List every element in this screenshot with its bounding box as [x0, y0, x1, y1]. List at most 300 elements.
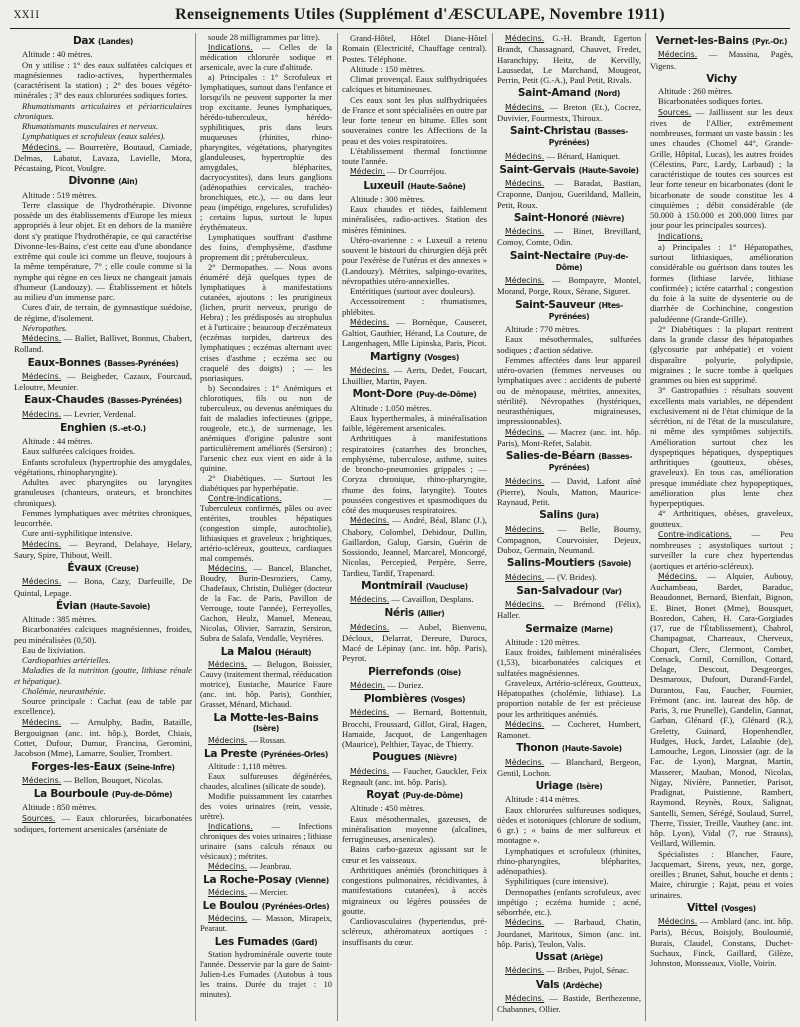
resort-region: (S.-et-O.) [109, 423, 146, 433]
entry-text: — Breton (Et.), Cocrez, Duvivier, Fourmestx, Thiroux. [497, 101, 641, 123]
entry-paragraph [497, 275, 641, 297]
entry-label: Médecins. [505, 600, 545, 609]
resort-heading [497, 251, 641, 274]
entry-paragraph [14, 409, 192, 420]
resort-name: Divonne [68, 175, 115, 188]
resort-region: (Htes-Pyrénées) [548, 300, 623, 321]
resort-name: Vernet-les-Bains [655, 35, 749, 47]
resort-heading [14, 563, 192, 574]
resort-name: Salins-Moutiers [506, 557, 595, 570]
resort-region: (Vienne) [294, 876, 329, 886]
resort-name: Néris [384, 607, 414, 620]
entry-text: — Levrier, Verdenal. [61, 408, 136, 419]
entry-paragraph [200, 494, 332, 564]
entry-text: — Jeanbrau. [247, 862, 292, 872]
text-paragraph: Altitude : 385 mètres. [22, 614, 97, 624]
entry-label: Médecins. [505, 524, 545, 534]
resort-region: (Nièvre) [591, 213, 625, 223]
entry-text: — Bastide, Berthezenne, Chabannes, Ollier. [497, 992, 641, 1014]
entry-paragraph [497, 226, 641, 248]
resort-region: (Haute-Savoie) [561, 744, 622, 754]
text-paragraph: Eaux froides, faiblement minéralisées (1,53), bicarbonatées calciques et sulfatées magnésiennes. [497, 647, 641, 678]
column-divider [645, 33, 646, 1021]
entry-paragraph [497, 572, 641, 583]
entry-paragraph [342, 594, 487, 605]
entry-text: — Tuberculeux confirmés, pâles ou avec entérites, troubles hépatiques (congestion simple, autochtolie), lithiasiques et graveleux ; brightiques, artério-scléreux, goutteux, cardiaques mal compensés. [200, 493, 332, 563]
text-paragraph: Altitude : 40 mètres. [22, 49, 93, 60]
text-paragraph: Eau de lixiviation. [22, 644, 86, 655]
entry-text: — Bona, Cazy, Darfeuille, De Quintal, Lepage. [14, 576, 192, 598]
resort-name: La Preste [203, 748, 258, 761]
resort-region: (Vaucluse) [425, 581, 468, 591]
text-paragraph: Arthritiques anémiés (bronchitiques à congestions pulmonaires, récidivantes, à manifestations cutanées), à accès migraineux ou légères poussées de goutte. [342, 864, 487, 916]
entry-label: Médecins. [505, 719, 545, 729]
text-paragraph: 4° Arthritiques, obèses, graveleux, goutteux. [650, 508, 793, 529]
resort-region: (Isère) [252, 724, 280, 734]
resort-region: (Puy-de-Dôme) [111, 790, 173, 799]
entry-text: — Bancel, Blanchet, Boudry, Burin-Desroziers, Camy, Chadefaux, Christin, Dulièger (docteur de la Fac. de Paris, Pavillon de Verrouge, toute l'année), Ferreyolles, Gachon, Heulz, Manuel, Meneau, Nicolas, Olivier, Sarrazin, Sersiron, Subra de Salafa, Vendalle, Veyrières. [200, 563, 332, 643]
resort-heading [342, 352, 487, 363]
resort-region: (Hérault) [274, 647, 312, 657]
column-4 [497, 33, 641, 1021]
resort-heading [650, 903, 793, 914]
entry-text: — Bompayre, Montel, Morand, Porge, Roux, Sérane, Siguret. [497, 275, 641, 297]
text-paragraph: Altitude : 450 mètres. [350, 803, 425, 814]
text-paragraph: Arthritiques à manifestations respiratoires (catarrhes des bronches, emphysème, tuberculose, asthme, suites de broncho-pneumonies grippales ; — Coryza chronique, rhino-pharyngite, rhume des foins, laryngite). Toutes poussées congestives et spasmodiques du côté des muqueuses respiratoires. [342, 433, 487, 515]
resort-name: Forges-les-Eaux [31, 760, 121, 773]
text-paragraph: soude 28 milligrammes par litre). [208, 33, 320, 42]
resort-heading [497, 586, 641, 597]
entry-label: Sources. [658, 107, 692, 117]
entry-label: Médecins. [22, 142, 62, 152]
resort-heading [342, 181, 487, 192]
column-divider [195, 33, 196, 1021]
text-paragraph: Lymphatiques souffrant d'asthme des foins, d'emphysème, d'asthme proprement dit ; prétuberculeux. [200, 233, 332, 263]
resort-region: (Gard) [291, 938, 318, 948]
entry-label: Médecins. [505, 993, 545, 1003]
resort-heading [342, 694, 487, 705]
resort-region: (Puy-de-Dôme) [402, 791, 463, 800]
resort-heading [14, 601, 192, 612]
resort-name: Eaux-Chaudes [24, 394, 105, 407]
text-paragraph: Eaux sulfureuses dégénérées, chaudes, alcalines (silicate de soude). [200, 772, 332, 792]
resort-heading [14, 395, 192, 406]
resort-region: (Basses-Pyrénées) [107, 396, 182, 406]
resort-name: Mont-Dore [352, 388, 413, 401]
resort-region: (Basses-Pyrénées) [104, 358, 179, 368]
resort-region: (Ardèche) [562, 980, 603, 990]
entry-label: Contre-indications. [658, 529, 732, 539]
entry-label: Médecins. [658, 50, 698, 60]
entry-paragraph [342, 166, 487, 177]
entry-label: Indications. [658, 231, 703, 241]
resort-heading [497, 510, 641, 521]
resort-region: (Puy-de-Dôme) [555, 251, 629, 272]
text-paragraph: a) Principales : 1° Hépatopathes, surtout lithiasiques, amélioration considérable ou guérison dans toutes les formes (lithiase larvée, lithiase confirmée) ; ictère catarrhal ; congestion du foie à la suite de dysenterie ou de diarrhée de Cochinchine, congestion paludéenne (Grande-Grille). [650, 241, 793, 324]
entry-text: — Blanchard, Bergeon, Gentil, Lochon. [497, 756, 641, 778]
entry-text: — David, Lafont aîné (Pierre), Nouls, Matton, Maurice-Raynaud, Petit. [497, 475, 641, 507]
resort-region: (Jura) [576, 511, 599, 521]
resort-heading [650, 36, 793, 47]
resort-name: Uriage [535, 780, 573, 792]
resort-region: (Haute-Saône) [407, 181, 466, 191]
entry-text: — Faucher, Gauckler, Feix Regnault (anc. int. hôp. Paris). [342, 765, 487, 787]
entry-label: Médecins. [505, 572, 545, 582]
entry-paragraph [200, 736, 332, 746]
entry-text: — Brémond (Félix), Haller. [497, 599, 641, 621]
entry-paragraph [200, 914, 332, 934]
text-paragraph: Altitude : 1,118 mètres. [208, 762, 288, 772]
entry-text: — Alquier, Aubouy, Auchambeau, Bardet, Baraduc, Beaudonnet, Bernard, Bienfait, Bignon, E. Binet, Bonet (Mme), Bousquet, Bosredon, Cahen, H. Cara-Gorgiades (17, rue de l'Établissement), Chabrol, Champagnat, Charreaux, Cherveux, Chopart, Clerc, Clermont, Combet, Cornack, Cornil, Cornillon, Cottard, Delage, Descout, Desgeorges, Desmaroux, Dufourt, Durand-Fardel, Durantou, Fau, Faucher, Fournier, Frémont (anc. int. laureat des hôp. de Paris, 3, rue Prunelle), Gandelin, Gannat, Garban, Glénard (F.), Glénard (R.), Greletty, Guinard, Hopenhendler, Hudges, Huck, Jardet, Lalaubie (de), Lamouche, Legon, Linossier (agr. de la Fac. de Lyon), Margnat, Martin, Masserer, Mauban, Monod, Nicolas, Nigay, Nivière, Pannetier, Parisot, Pradignat, Puistienne, Rambert, Raymond, Reynès, Roux, Salignat, Santelli, Semen, Sérégé, Soulaud, Surrel, Therre, Tissier, Treille, Vauthey (anc. int. hôp. Lyon), Vidal (7, rue Strauss), Veillard, Willemin. [650, 570, 793, 849]
entry-paragraph [14, 717, 192, 759]
entry-paragraph [200, 660, 332, 710]
text-paragraph: On y utilise : 1° des eaux sulfatées calciques et magnésiennes radio-actives, hyperthermales (caractérisent la station) ; 2° des boues végéto-minérales ; 3° des eaux chlorurées sodiques fortes. [14, 59, 192, 101]
entry-paragraph [342, 622, 487, 664]
resort-name: Enghien [60, 421, 106, 434]
resort-heading [200, 937, 332, 948]
entry-label: Médecins. [208, 914, 248, 924]
resort-name: Saint-Gervais [499, 163, 576, 176]
entry-label: Médecins. [505, 966, 545, 976]
resort-heading [200, 901, 332, 912]
entry-text: — Duriez. [385, 679, 424, 690]
entry-paragraph [650, 107, 793, 231]
resort-name: Saint-Nectaire [509, 249, 591, 262]
entry-label: Médecins. [350, 317, 390, 327]
entry-text: — Masson, Mirapeix, Pearaut. [200, 914, 332, 934]
entry-paragraph [14, 539, 192, 561]
text-paragraph: Terre classique de l'hydrothérapie. Divonne possède un des établissements d'Europe les mieux appropriés à leur objet. Et en dehors de la manière dont s'y pratique l'hydrothérapie, ce qui caractérise Divonne-les-Bains, c'est cette eau d'une abondance extrême qui coule ici comme un fleuve, toujours à la même température, 7° ; elle coule comme si la nymphe qui règne en ces lieux ne changeait jamais d'humeur (Landouzy). — Établissement et hôtels au milieu d'un immense parc. [14, 199, 192, 302]
resort-name: La Malou [220, 645, 272, 658]
entry-label: Médecins. [208, 888, 248, 898]
entry-label: Médecins. [505, 151, 545, 161]
entry-text: — Macrez (anc. int. hôp. Paris), Mont-Refet, Salabit. [497, 426, 641, 448]
text-paragraph: Rhumatismants musculaires et nerveux. [22, 121, 159, 131]
entry-text: — Peu nombreuses ; asystoliques surtout ; surveiller la cure chez hypertendus (aortiques et artério-scléreux). [650, 528, 793, 571]
text-paragraph: Altitude : 300 mètres. [350, 193, 425, 204]
resort-heading [342, 667, 487, 678]
entry-label: Médecins. [22, 334, 62, 343]
resort-name: Évaux [67, 562, 102, 574]
text-paragraph: 2° Diabétiques. — Surtout les diabétiques par hyperhépatie. [200, 473, 332, 493]
resort-name: Ussat [535, 951, 567, 963]
entry-text: — Arnulphy, Badin, Bataille, Bergouignan (anc. int. hôp.), Bordet, Chiais, Cottet, Dufour, Dumur, Francina, Geromini, Jacobson (Mme), Lamarre, Soulier, Trombert. [14, 716, 192, 759]
entry-paragraph [650, 916, 793, 968]
resort-region: (Basses-Pyrénées) [548, 127, 628, 148]
text-paragraph: Graveleux, Artério-scléreux, Goutteux, Hépatopathes (cholémie, lithiase). La proportion notable de fer est précieuse pour les arthritiques anémiés. [497, 677, 641, 719]
entry-paragraph [650, 571, 793, 849]
entry-text: — Barbaud, Chatin, Jourdanet, Maritoux, Simon (anc. int. hôp. Paris), Teulon, Valis. [497, 917, 641, 949]
entry-paragraph [497, 33, 641, 85]
resort-name: Luxeuil [363, 179, 405, 192]
resort-region: (Nièvre) [424, 753, 457, 763]
text-paragraph: Modifie puissamment les catarrhes des voies urinaires (rein, vessie, urètre). [200, 792, 332, 822]
entry-paragraph [342, 766, 487, 788]
text-paragraph: Maladies de la nutrition (goutte, lithiase rénale et hépatique). [14, 665, 192, 686]
entry-text: — Belugon, Boissier, Cauvy (traitement thermal, rééducation motrice), Eustache, Maurice Faure (anc. int. hôp. Paris), Gonthier, Grasset, Ménard, Michaud. [200, 659, 332, 710]
resort-heading [342, 790, 487, 801]
text-paragraph: Eaux chlorurées sulfureuses sodiques, tièdes et isotoniques (chlorure de sodium, 6 gr.) ; « bains de mer sulfureux et montagne ». [497, 804, 641, 846]
entry-paragraph [14, 813, 192, 835]
text-paragraph: Bicarbonatées sodiques fortes. [658, 96, 763, 107]
resort-region: (Pyrénées-Orles) [261, 902, 330, 912]
entry-label: Médecins. [505, 918, 545, 928]
resort-region: (Oise) [437, 667, 461, 677]
entry-paragraph [497, 178, 641, 210]
entry-text: — Celles de la médication chlorurée sodique et arsenicale, avec la cure d'altitude. [200, 43, 332, 73]
entry-paragraph [200, 822, 332, 862]
resort-region: (Nord) [594, 89, 621, 99]
resort-heading [497, 980, 641, 991]
entry-paragraph [650, 231, 793, 242]
resort-heading [497, 300, 641, 323]
entry-paragraph [497, 427, 641, 449]
entry-paragraph [497, 476, 641, 508]
resort-name: Vichy [706, 72, 737, 85]
entry-text: — Infections chroniques des voies urinaires ; lithiase urinaire (sans calculs rénaux ou vésicaux) ; métrites. [200, 822, 332, 862]
resort-heading [200, 713, 332, 734]
entry-paragraph [200, 43, 332, 73]
entry-text: — Rossan. [247, 736, 287, 746]
entry-label: Médecin. [350, 680, 386, 690]
resort-heading [497, 213, 641, 224]
resort-region: (Pyr.-Or.) [751, 37, 788, 46]
resort-heading [497, 952, 641, 963]
resort-region: (Ain) [118, 177, 138, 187]
resort-heading [497, 624, 641, 635]
entry-paragraph [497, 599, 641, 621]
entry-label: Médecins. [350, 516, 390, 526]
resort-name: Pierrefonds [368, 665, 434, 678]
entry-label: Médecins. [22, 539, 62, 549]
resort-region: (Puy-de-Dôme) [415, 390, 477, 400]
text-paragraph: Altitude : 150 mètres. [350, 63, 425, 74]
entry-paragraph [497, 757, 641, 779]
entry-text: — Baradat, Bastian, Craponne, Danjou, Guerildand, Mallein, Petit, Roux. [497, 178, 641, 210]
entry-paragraph [14, 775, 192, 786]
resort-name: Dax [72, 35, 95, 47]
resort-name: Plombières [363, 693, 428, 705]
entry-label: Médecins. [505, 757, 545, 767]
text-paragraph: Femmes affectées dans leur appareil utéro-ovarien (femmes nerveuses ou lymphatiques avec : accidents de puberté ou de ménopause, métrites, annexites, stérilité). Névropathes (hystériques, neurasthéniques, migraineuses, impressionnables). [497, 354, 641, 427]
entry-text: — Mercier. [247, 888, 288, 898]
resort-heading [14, 762, 192, 773]
entry-text: — Cavaillon, Desplans. [389, 594, 474, 604]
resort-name: San-Salvadour [516, 584, 599, 597]
column-divider [492, 33, 493, 1021]
entry-text: — Aubel, Bienvenu, Décloux, Delarrat, Dereure, Durocs, Macé de Lépinay (anc. int. hôp. Paris), Peyrot. [342, 621, 487, 664]
entry-label: Médecins. [505, 179, 545, 188]
entry-label: Sources. [22, 813, 56, 823]
entry-label: Médecins. [22, 371, 62, 381]
text-paragraph: Altitude : 850 mètres. [22, 802, 97, 813]
resort-region: (Marne) [580, 624, 613, 634]
entry-label: Médecins. [208, 736, 248, 746]
entry-text: — Massina, Pagès, Vigens. [650, 49, 793, 71]
text-paragraph: Altitude : 1.050 mètres. [350, 402, 432, 413]
resort-region: (Isère) [576, 782, 603, 791]
resort-name: Saint-Amand [517, 87, 591, 100]
entry-text: — Binet, Brevillard, Comoy, Comte, Odin. [497, 226, 641, 248]
resort-name: Saint-Christau [510, 125, 591, 137]
entry-text: — Dr Courréjou. [385, 166, 447, 177]
resort-name: Salies-de-Béarn [505, 450, 595, 462]
resort-region: (Savoie) [598, 559, 632, 569]
resort-name: Royat [366, 789, 399, 801]
entry-paragraph [497, 993, 641, 1015]
entry-text: — Beigbeder, Cazaux, Fourcaud, Leloutre, Meunier. [14, 370, 192, 392]
resort-region: (Haute-Savoie) [578, 165, 639, 175]
entry-label: Médecins. [505, 427, 545, 437]
resort-region: (Landes) [98, 37, 134, 46]
resort-region: (Ariège) [570, 953, 603, 962]
text-paragraph: Grand-Hôtel, Hôtel Diane-Hôtel Romain (Electricité, Chauffage central). Postes. Téléphone. [342, 33, 487, 64]
entry-text: — Bénard, Haniquet. [544, 150, 620, 161]
entry-label: Médecins. [350, 595, 390, 604]
text-paragraph: 2° Diabétiques : la plupart rentrent dans la grande classe des hépatopathes (glycosurie par anhépatie) et voient disparaître polyurie, polydipsie, migraines ; le sucre tombe à quelques grammes ou bien est supprimé. [650, 323, 793, 385]
text-paragraph: Dermopathes (enfants scrofuleux, avec impétigo ; eczéma humide ; acné, séborrhée, etc.). [497, 886, 641, 917]
text-paragraph: Altitude : 519 mètres. [22, 189, 97, 200]
entry-text: — Bourretère, Boutaud, Camiade, Delmas, Labatut, Lavaza, Lavielle, Mora, Pécastaing, Picot, Voulgre. [14, 141, 192, 173]
resort-name: Thonon [516, 742, 559, 755]
entry-paragraph [650, 49, 793, 71]
entry-text: — Aerts, Dedet, Foucart, Lhuillier, Martin, Payen. [342, 364, 487, 386]
text-paragraph: Ces eaux sont les plus sulfhydriquées de France et sont spécialisées en outre par leur forte teneur en bitume. Elles sont souveraines contre les Affections de la peau et des voies respiratoires. [342, 94, 487, 146]
resort-name: Eaux-Bonnes [27, 356, 101, 369]
resort-name: La Roche-Posay [203, 874, 292, 887]
text-paragraph: L'établissement thermal fonctionne toute l'année. [342, 145, 487, 166]
entry-label: Médecins. [505, 476, 545, 486]
entry-paragraph [14, 371, 192, 393]
resort-heading [14, 358, 192, 369]
entry-paragraph [497, 719, 641, 741]
text-paragraph: Cardiopathies artérielles. [22, 655, 111, 665]
resort-name: Saint-Honoré [513, 211, 589, 224]
entry-text: — Bellon, Bouquet, Nicolas. [61, 774, 164, 785]
entry-paragraph [497, 102, 641, 124]
entry-paragraph [342, 317, 487, 349]
entry-paragraph [200, 888, 332, 898]
resort-name: Saint-Sauveur [515, 298, 596, 311]
resort-heading [342, 581, 487, 592]
text-paragraph: Rhumatismants articulaires et périarticulaires chroniques. [14, 100, 192, 121]
resort-heading [14, 176, 192, 187]
entry-label: Médecins. [22, 577, 62, 587]
text-paragraph: Lymphatiques et scrofuleux (rhinites, rhino-pharyngites, blépharites, adénopathies). [497, 845, 641, 876]
resort-heading [497, 126, 641, 149]
resort-region: (Pyrénées-Orles) [260, 750, 329, 760]
text-paragraph: Bicarbonatées calciques magnésiennes, froides, peu minéralisées (0,50). [14, 624, 192, 645]
text-paragraph: Cure anti-syphilitique intensive. [22, 528, 133, 539]
entry-text: — Jaillissent sur les deux rives de l'Allier, extrêmement nombreuses, formant un vaste bassin : les unes chaudes (Chomel 44°, Grande-Grille, Hôpital, Lucas), les autres froides (Célestins, Parc, Lardy, Larbaud) ; la caractéristique de toutes ces sources est leur forte teneur en bicarbonates (dont le bicarbonate de soude constitue les 4 cinquièmes ; débit considérable (de 50.000 à 150.000 et 200.000 litres par jour pour les principales sources). [650, 106, 793, 231]
entry-text: — Eaux chlorurées, bicarbonatées sodiques, fortement arsenicales (arséniate de [14, 812, 192, 834]
entry-label: Médecins. [22, 717, 62, 727]
entry-paragraph [342, 515, 487, 578]
entry-text: — Amblard (anc. int. hôp. Paris), Bécus, Boisjoly, Bouloumié, Burais, Claudel, Constans, Duchet-Suchaux, Finck, Gaillard, Gilèze, Johnston, Monsseaux, Violle, Voirin. [650, 916, 793, 968]
resort-region: (Creuse) [104, 564, 139, 573]
entry-text: — Beyrand, Delahaye, Helary, Saury, Spire, Thibout, Weill. [14, 538, 192, 560]
entry-paragraph [497, 524, 641, 556]
entry-label: Médecins. [505, 34, 545, 43]
text-paragraph: Adultes avec pharyngites ou laryngites granuleuses (chanteurs, orateurs, et bronchites chroniques). [14, 477, 192, 508]
text-paragraph: Eaux sulfurées calciques froides. [22, 446, 136, 457]
entry-paragraph [497, 917, 641, 949]
entry-label: Médecins. [505, 276, 545, 285]
entry-paragraph [200, 564, 332, 644]
entry-text: — Belle, Bourny, Compagnon, Courvoisier, Dejeux, Duboz, Germain, Neumand. [497, 523, 641, 555]
resort-name: Les Fumades [214, 936, 289, 949]
text-paragraph: Enfants scrofuleux (hypertrophie des amygdales, végétations, rhinopharyngite). [14, 456, 192, 477]
resort-heading [497, 558, 641, 569]
resort-heading [497, 165, 641, 176]
entry-label: Médecins. [350, 622, 390, 632]
text-paragraph: 3° Gastropathies : résultats souvent excellents mais variables, ne dépendent exclusivement ni de l'état chimique de la sécrétion, ni de l'état de la musculature, ni même des symptômes subjectifs. Amélioration surtout chez les dyspeptiques hépatiques, dyspeptiques arthritiques (goutteux, obèses, graveleux). En tous cas, amélioration presque immédiate chez hypopeptiques, amélioration plus lente chez hyperpeptiques. [650, 385, 793, 508]
entry-label: Médecins. [505, 227, 545, 236]
text-paragraph: Altitude : 120 mètres. [505, 636, 580, 647]
entry-paragraph [650, 529, 793, 571]
resort-heading [497, 781, 641, 792]
text-paragraph: Altitude : 44 mètres. [22, 436, 93, 446]
column-5 [650, 33, 793, 1021]
entry-label: Médecins. [350, 708, 390, 718]
entry-label: Contre-indications. [208, 493, 282, 503]
entry-text: — Bornèque, Causeret, Galtiot, Gauthier, Hérand, La Couture, de Langenhagen, Mlle Lipinska, Paris, Picot. [342, 316, 487, 349]
text-paragraph: Eaux hyperthermales, à minéralisation faible, légèrement arsenicales. [342, 412, 487, 433]
text-paragraph: Altitude : 770 mètres. [505, 324, 580, 334]
resort-heading [200, 647, 332, 658]
resort-name: Sermaize [525, 622, 578, 635]
resort-name: Pougues [372, 751, 421, 764]
text-paragraph: Lymphatiques et scrofuleux (eaux salées). [22, 131, 166, 142]
page-header [10, 6, 790, 26]
resort-heading [200, 875, 332, 886]
resort-heading [14, 423, 192, 434]
resort-name: Vittel [687, 901, 718, 914]
resort-heading [342, 389, 487, 400]
entry-paragraph [14, 142, 192, 174]
entry-label: Médecins. [350, 766, 390, 776]
entry-paragraph [200, 862, 332, 872]
resort-region: (Basses-Pyrénées) [548, 452, 633, 473]
entry-text: — Ballet, Ballivet, Bonnus, Chabert, Rolland. [14, 333, 192, 355]
entry-text: G.-H. Brandt, Egerton Brandt, Chassagnard, Chauvet, Fredet, Haranchipy, Heitz, de Kervilly, Laussedat, Le Marchand, Mougeot, Perrin, Petit (G.-A.), Paul Petit, Rivals. [497, 33, 641, 85]
resort-heading [497, 743, 641, 754]
resort-heading [200, 749, 332, 760]
text-paragraph: Eaux mésothermales, sulfurées sodiques ; d'action sédative. [497, 334, 641, 355]
entry-text: — Bribes, Pujol, Sénac. [544, 965, 629, 976]
column-2 [200, 33, 332, 1021]
entry-paragraph [342, 365, 487, 387]
text-paragraph: Névropathes. [22, 322, 68, 333]
text-paragraph: Eaux chaudes et tièdes, faiblement minéralisées, radio-actives. Station des misères féminines. [342, 204, 487, 235]
page-number: XXII [14, 10, 41, 21]
entry-text: — Bernard, Bottentuit, Brocchi, Froussard, Gillot, Giral, Hagen, Hamaide, Jacquot, de Langenhagen (Maurice), Pelthier, Tayac, de Thierry. [342, 707, 487, 749]
resort-region: (Vosges) [721, 903, 756, 913]
entry-paragraph [14, 576, 192, 598]
text-paragraph: Bains carbo-gazeux agissant sur le cœur et les vaisseaux. [342, 844, 487, 865]
column-divider [337, 33, 338, 1021]
entry-label: Indications. [208, 822, 253, 832]
entry-text: — (V. Brides). [544, 571, 597, 582]
resort-region: (Vosges) [424, 352, 459, 362]
entry-text: — André, Béal, Blanc (J.), Chabory, Colombel, Debidour, Dullin, Gaillardon, Galup, Garsin, Guérin de Sossiondo, Jeannel, Marcarel, Moncorgé, Nicolas, Percepied, Perpère, Serre, Tardieu, Tardif, Trapenard. [342, 515, 487, 578]
text-paragraph: Station hydrominérale ouverte toute l'année. Desservie par la gare de Saint-Julien-Les Fumades (Autobus à tous les trains. Durée du trajet : 10 minutes). [200, 950, 332, 1000]
entry-label: Médecins. [208, 563, 248, 573]
resort-name: Évian [55, 599, 87, 612]
text-paragraph: a) Principales : 1° Scrofuleux et lymphatiques, surtout dans l'enfance et lorsqu'ils ne peuvent supporter la mer trop excitante. Jeunes lymphatiques, hérédo-tuberculeux, hérédo-syphilitiques, pris dans leurs muqueuses (rhinites, rhino-pharyngites, végétations, pharyngites glanduleuses, hypertrophie des amygdales, blépharites, dacryocystites), dans leurs ganglions (adénopathies cervicales, trachéo-bronchiques, etc.), — ou dans leur peau (impétigo, engelures, scrofulides) ; certains lupus, surtout le lupus érythémateux. [200, 73, 332, 233]
resort-name: La Motte-les-Bains [213, 712, 319, 725]
text-paragraph: Spécialistes : Blancher, Faure, Jacquemart, Sirens, yeux, nez, gorge, oreilles ; Brunet, Sahut, bouche et dents ; Maire, chirurgie ; Rajat, peau et voies urinaires. [650, 848, 793, 900]
